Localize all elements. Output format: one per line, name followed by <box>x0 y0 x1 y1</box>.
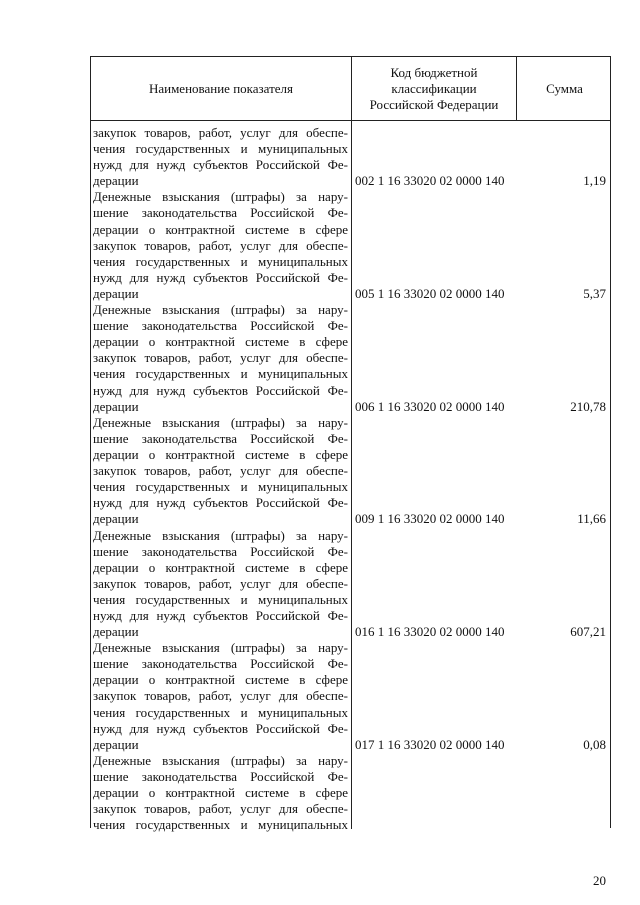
budget-code: 009 1 16 33020 02 0000 140 <box>355 511 505 527</box>
budget-code: 005 1 16 33020 02 0000 140 <box>355 285 505 301</box>
indicator-name-line: Денежные взыскания (штрафы) за нару- <box>93 302 348 318</box>
indicator-name-line: Денежные взыскания (штрафы) за нару- <box>93 414 348 430</box>
indicator-name <box>93 302 348 415</box>
table-row <box>91 528 610 641</box>
indicator-name-line: шение законодательства Российской Фе- <box>93 543 348 559</box>
budget-code: 006 1 16 33020 02 0000 140 <box>355 398 505 414</box>
indicator-name-line: дерации <box>93 398 139 414</box>
table-row <box>91 125 610 189</box>
indicator-name-line: Денежные взыскания (штрафы) за нару- <box>93 640 348 656</box>
indicator-name-line: нужд для нужд субъектов Российской Фе- <box>93 157 348 173</box>
indicator-name-line: закупок товаров, работ, услуг для обеспе- <box>93 463 348 479</box>
indicator-name-line: Денежные взыскания (штрафы) за нару- <box>93 752 348 768</box>
indicator-name-line: дерации о контрактной системе в сфере <box>93 446 348 462</box>
indicator-name-line: нужд для нужд субъектов Российской Фе- <box>93 382 348 398</box>
indicator-name-line: дерации <box>93 285 139 301</box>
indicator-name-line: нужд для нужд субъектов Российской Фе- <box>93 607 348 623</box>
indicator-name <box>93 189 348 302</box>
indicator-name <box>93 640 348 753</box>
header-name-column: Наименование показателя <box>148 81 294 96</box>
indicator-name-line: шение законодательства Российской Фе- <box>93 768 348 784</box>
indicator-name-line: чения государственных и муниципальных <box>93 141 348 157</box>
indicator-name <box>93 528 348 641</box>
table-row <box>91 640 610 753</box>
header-sum-column: Сумма <box>546 81 583 96</box>
indicator-name-line: дерации <box>93 173 139 189</box>
indicator-name-line: закупок товаров, работ, услуг для обеспе- <box>93 125 348 140</box>
indicator-name-line: шение законодательства Российской Фе- <box>93 318 348 334</box>
indicator-name-line: шение законодательства Российской Фе- <box>93 205 348 221</box>
indicator-name-line: дерации <box>93 624 139 640</box>
indicator-name-line: чения государственных и муниципальных <box>93 366 348 382</box>
indicator-name-line: шение законодательства Российской Фе- <box>93 430 348 446</box>
amount: 1,19 <box>583 173 606 189</box>
indicator-name-line: нужд для нужд субъектов Российской Фе- <box>93 720 348 736</box>
indicator-name-line: дерации о контрактной системе в сфере <box>93 221 348 237</box>
indicator-name-line: чения государственных и муниципальных <box>93 591 348 607</box>
indicator-name <box>93 415 348 528</box>
table-row <box>91 415 610 528</box>
header-code-line-3: Российской Федерации <box>369 97 499 112</box>
budget-code: 017 1 16 33020 02 0000 140 <box>355 736 505 752</box>
indicator-name-line: дерации о контрактной системе в сфере <box>93 559 348 575</box>
indicator-name-line: дерации о контрактной системе в сфере <box>93 334 348 350</box>
column-divider <box>516 57 517 121</box>
header-code-column <box>352 57 516 121</box>
header-code-line-1: Код бюджетной <box>390 65 478 80</box>
indicator-name-line: нужд для нужд субъектов Российской Фе- <box>93 495 348 511</box>
amount: 11,66 <box>577 511 606 527</box>
indicator-name-line: чения государственных и муниципальных <box>93 704 348 720</box>
indicator-name <box>93 753 348 833</box>
indicator-name-line: закупок товаров, работ, услуг для обеспе- <box>93 575 348 591</box>
page-number: 20 <box>593 873 606 888</box>
indicator-name-line: закупок товаров, работ, услуг для обеспе- <box>93 350 348 366</box>
indicator-name-line: шение законодательства Российской Фе- <box>93 656 348 672</box>
table-row <box>91 753 610 834</box>
amount: 0,08 <box>583 736 606 752</box>
indicator-name-line: дерации о контрактной системе в сфере <box>93 785 348 801</box>
indicator-name-line: Денежные взыскания (штрафы) за нару- <box>93 189 348 205</box>
amount: 607,21 <box>570 624 606 640</box>
indicator-name <box>93 125 348 189</box>
budget-table <box>90 56 611 833</box>
table-row <box>91 302 610 415</box>
indicator-name-line: дерации о контрактной системе в сфере <box>93 672 348 688</box>
indicator-name-line: нужд для нужд субъектов Российской Фе- <box>93 269 348 285</box>
indicator-name-line: чения государственных и муниципальных <box>93 817 348 833</box>
indicator-name-line: чения государственных и муниципальных <box>93 479 348 495</box>
budget-code: 016 1 16 33020 02 0000 140 <box>355 624 505 640</box>
amount: 5,37 <box>583 285 606 301</box>
indicator-name-line: Денежные взыскания (штрафы) за нару- <box>93 527 348 543</box>
indicator-name-line: дерации <box>93 736 139 752</box>
header-code-line-2: классификации <box>391 81 477 96</box>
amount: 210,78 <box>570 398 606 414</box>
indicator-name-line: дерации <box>93 511 139 527</box>
indicator-name-line: закупок товаров, работ, услуг для обеспе- <box>93 237 348 253</box>
budget-code: 002 1 16 33020 02 0000 140 <box>355 173 505 189</box>
indicator-name-line: закупок товаров, работ, услуг для обеспе- <box>93 801 348 817</box>
indicator-name-line: чения государственных и муниципальных <box>93 253 348 269</box>
indicator-name-line: закупок товаров, работ, услуг для обеспе- <box>93 688 348 704</box>
table-row <box>91 189 610 302</box>
